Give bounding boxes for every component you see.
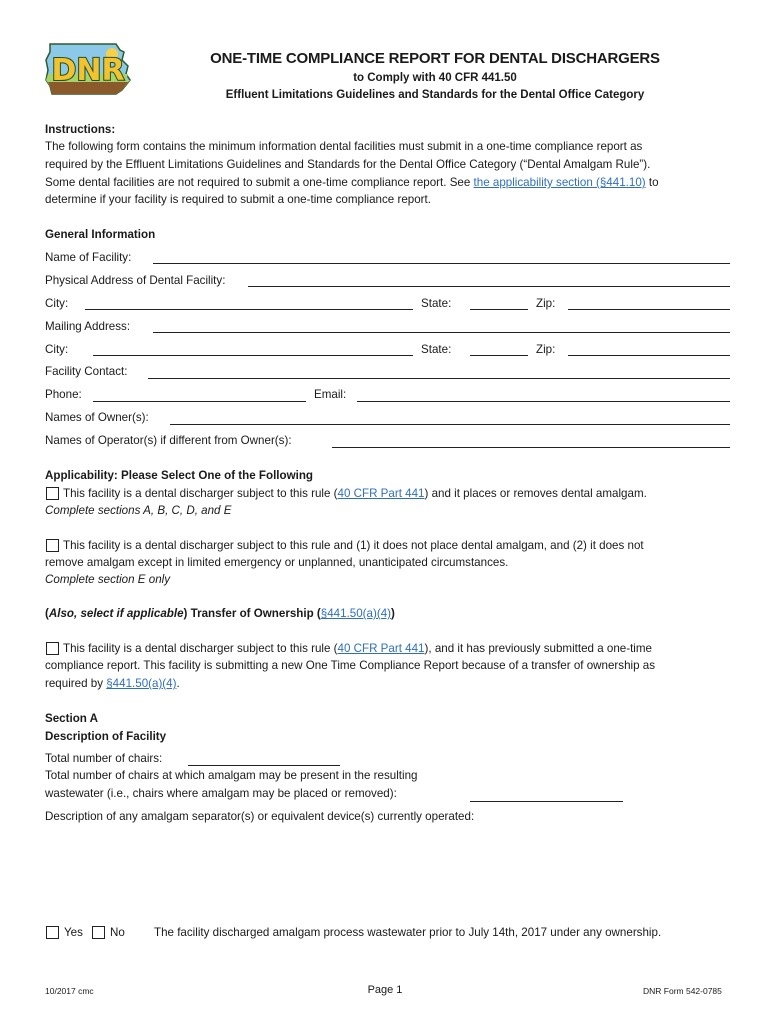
section-a-heading: Section A [45,712,99,725]
general-info-heading: General Information [45,228,156,241]
transfer-cfr-link[interactable]: 40 CFR Part 441 [337,642,425,655]
mailing-zip-label: Zip: [536,343,556,356]
form-subtitle-cfr: to Comply with 40 CFR 441.50 [353,72,517,84]
transfer-line-3-text: required by [45,677,107,690]
discharge-no-label: No [110,926,125,939]
email-label: Email: [314,388,347,401]
applicability-heading: Applicability: Please Select One of the Following [45,469,313,482]
footer-date: 10/2017 cmc [45,986,94,996]
zip-label: Zip: [536,297,556,310]
facility-contact-label: Facility Contact: [45,365,128,378]
option-no-amalgam-line-1: This facility is a dental discharger subject to this rule and (1) it does not place dental amalgam, and (2) it does not [63,539,644,552]
separator-description-field[interactable] [45,828,730,910]
operators-label: Names of Operator(s) if different from Owner(s): [45,434,292,447]
option-no-amalgam-line-2: remove amalgam except in limited emergency or unplanned, unanticipated circumstances. [45,556,509,569]
logo-text: DNR [51,53,125,88]
applicability-section-link[interactable]: the applicability section (§441.10) [473,176,646,189]
facility-name-label: Name of Facility: [45,251,132,264]
city-field[interactable] [85,309,413,310]
phone-field[interactable] [93,401,306,402]
email-field[interactable] [357,401,730,402]
form-subtitle-guidelines: Effluent Limitations Guidelines and Standards for the Dental Office Category [225,89,645,101]
physical-address-label: Physical Address of Dental Facility: [45,274,226,287]
instructions-heading: Instructions: [45,123,116,136]
city-label: City: [45,297,69,310]
facility-contact-field[interactable] [148,378,730,379]
transfer-ownership-checkbox[interactable] [46,642,59,655]
transfer-line-3 [45,677,180,691]
operators-field[interactable] [332,447,730,448]
option-places-amalgam-tail: ) and it places or removes dental amalgam. [424,487,647,500]
amalgam-chairs-field[interactable] [470,801,623,802]
owners-label: Names of Owner(s): [45,411,149,424]
instructions-line-3-text: Some dental facilities are not required to submit a one-time compliance report. See [45,176,474,189]
mailing-city-field[interactable] [93,355,413,356]
instructions-line-1: The following form contains the minimum information dental facilities must submit in a one-time compliance report as [45,140,643,153]
form-title: ONE-TIME COMPLIANCE REPORT FOR DENTAL DISCHARGERS [210,50,660,67]
phone-label: Phone: [45,388,82,401]
transfer-line-3-link[interactable]: §441.50(a)(4) [106,677,177,690]
mailing-zip-field[interactable] [568,355,730,356]
instructions-line-2: required by the Effluent Limitations Guidelines and Standards for the Dental Office Category (“Dental Amalgam Rule”). [45,158,651,171]
transfer-section-link[interactable]: §441.50(a)(4) [320,607,392,620]
transfer-line-2: compliance report. This facility is submitting a new One Time Compliance Report because of a transfer of ownership as [45,659,656,672]
amalgam-chairs-line-1: Total number of chairs at which amalgam may be present in the resulting [45,769,418,782]
discharge-question: The facility discharged amalgam process wastewater prior to July 14th, 2017 under any ownership. [154,926,662,939]
transfer-line-3-tail: . [176,677,180,690]
transfer-heading-text: ) Transfer of Ownership ( [183,607,321,620]
option-places-amalgam-label: This facility is a dental discharger subject to this rule ( [63,487,338,500]
footer-form-number: DNR Form 542-0785 [643,986,722,996]
instructions-line-3 [45,176,659,190]
dnr-logo [42,40,134,98]
mailing-state-field[interactable] [470,355,528,356]
footer-page-number: Page 1 [367,984,403,996]
transfer-heading-close: ) [391,607,395,620]
facility-name-field[interactable] [153,263,730,264]
discharge-no-checkbox[interactable] [92,926,105,939]
section-a-subheading: Description of Facility [45,730,167,743]
owners-field[interactable] [170,424,730,425]
transfer-line-1-tail: ), and it has previously submitted a one-time [424,642,652,655]
transfer-heading-italic: Also, select if applicable [48,607,184,620]
cfr-part-441-link[interactable]: 40 CFR Part 441 [337,487,425,500]
mailing-address-field[interactable] [153,332,730,333]
mailing-address-label: Mailing Address: [45,320,131,333]
option-places-amalgam-checkbox[interactable] [46,487,59,500]
transfer-line-1 [63,642,652,656]
mailing-city-label: City: [45,343,69,356]
mailing-state-label: State: [421,343,452,356]
total-chairs-field[interactable] [188,765,340,766]
discharge-yes-label: Yes [64,926,83,939]
transfer-heading-open: ( [45,607,49,620]
option-places-amalgam-text [63,487,647,501]
transfer-heading [45,607,395,621]
option-no-amalgam-checkbox[interactable] [46,539,59,552]
amalgam-chairs-line-2: wastewater (i.e., chairs where amalgam may be placed or removed): [45,787,397,800]
separator-description-label: Description of any amalgam separator(s) or equivalent device(s) currently operated: [45,810,475,823]
zip-field[interactable] [568,309,730,310]
instructions-line-4: determine if your facility is required to submit a one-time compliance report. [45,193,431,206]
state-label: State: [421,297,452,310]
instructions-line-3-tail: to [645,176,659,189]
state-field[interactable] [470,309,528,310]
transfer-line-1-text: This facility is a dental discharger subject to this rule ( [63,642,338,655]
total-chairs-label: Total number of chairs: [45,752,163,765]
physical-address-field[interactable] [248,286,730,287]
option-places-amalgam-note: Complete sections A, B, C, D, and E [45,504,232,517]
option-no-amalgam-note: Complete section E only [45,573,171,586]
discharge-yes-checkbox[interactable] [46,926,59,939]
